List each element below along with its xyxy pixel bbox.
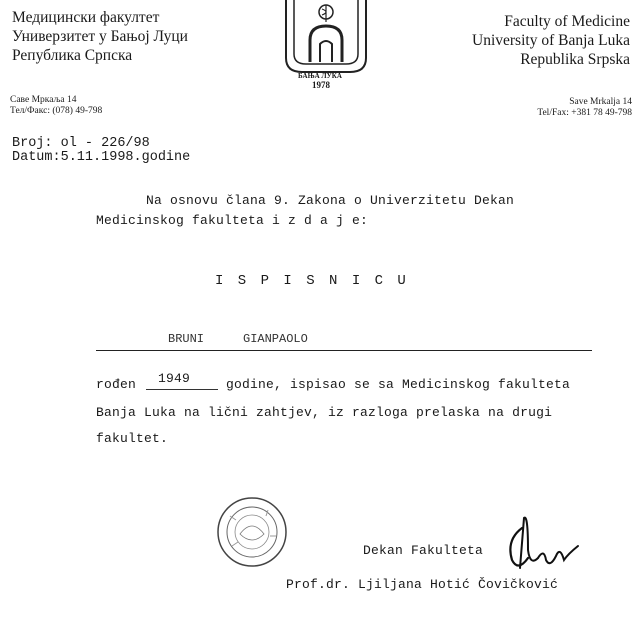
signatory-name: Prof.dr. Ljiljana Hotić Čovičković <box>286 577 559 592</box>
body-line-3: fakultet. <box>96 431 169 446</box>
birth-year: 1949 <box>158 371 191 386</box>
letterhead-right <box>472 12 630 69</box>
body-line-2: Banja Luka na lični zahtjev, iz razloga prelaska na drugi <box>96 405 553 420</box>
letterhead-left-line: Универзитет у Бањој Луци <box>12 28 188 45</box>
letterhead-left <box>12 8 188 65</box>
document-title: I S P I S N I C U <box>215 273 407 289</box>
address-left-line: Тел/Факс: (078) 49-798 <box>10 106 103 116</box>
logo-caption: БАЊА ЛУКА <box>298 72 342 80</box>
signature-scribble <box>494 510 584 580</box>
reference-number: Broj: ol - 226/98 <box>12 136 150 151</box>
address-left <box>10 95 102 117</box>
signature-role: Dekan Fakulteta <box>363 543 484 558</box>
intro-line-2: Medicinskog fakulteta i z d a j e: <box>96 213 369 228</box>
letterhead-left-line: Република Српска <box>12 47 133 64</box>
student-given-name: GIANPAOLO <box>243 332 308 346</box>
letterhead-right-line: Republika Srpska <box>520 51 630 68</box>
reference-date: Datum:5.11.1998.godine <box>12 150 191 165</box>
body-line-1: godine, ispisao se sa Medicinskog fakulteta <box>226 377 571 392</box>
intro-line-1: Na osnovu člana 9. Zakona o Univerzitetu Dekan <box>146 193 515 208</box>
name-underline <box>96 350 592 351</box>
born-label: rođen <box>96 377 137 392</box>
stamp-seal-icon <box>216 496 288 568</box>
letterhead-right-line: University of Banja Luka <box>472 32 630 49</box>
address-left-line: Саве Мркаља 14 <box>10 95 77 105</box>
logo-year: 1978 <box>312 80 330 90</box>
address-right <box>537 97 632 119</box>
letterhead-left-line: Медицински факултет <box>12 9 160 26</box>
birth-year-underline <box>146 389 218 390</box>
address-right-line: Save Mrkalja 14 <box>569 97 632 107</box>
letterhead-right-line: Faculty of Medicine <box>504 13 630 30</box>
student-surname: BRUNI <box>168 332 205 346</box>
handwritten-signature-icon <box>494 510 584 580</box>
address-right-line: Tel/Fax: +381 78 49-798 <box>537 108 632 118</box>
official-stamp <box>216 496 288 568</box>
